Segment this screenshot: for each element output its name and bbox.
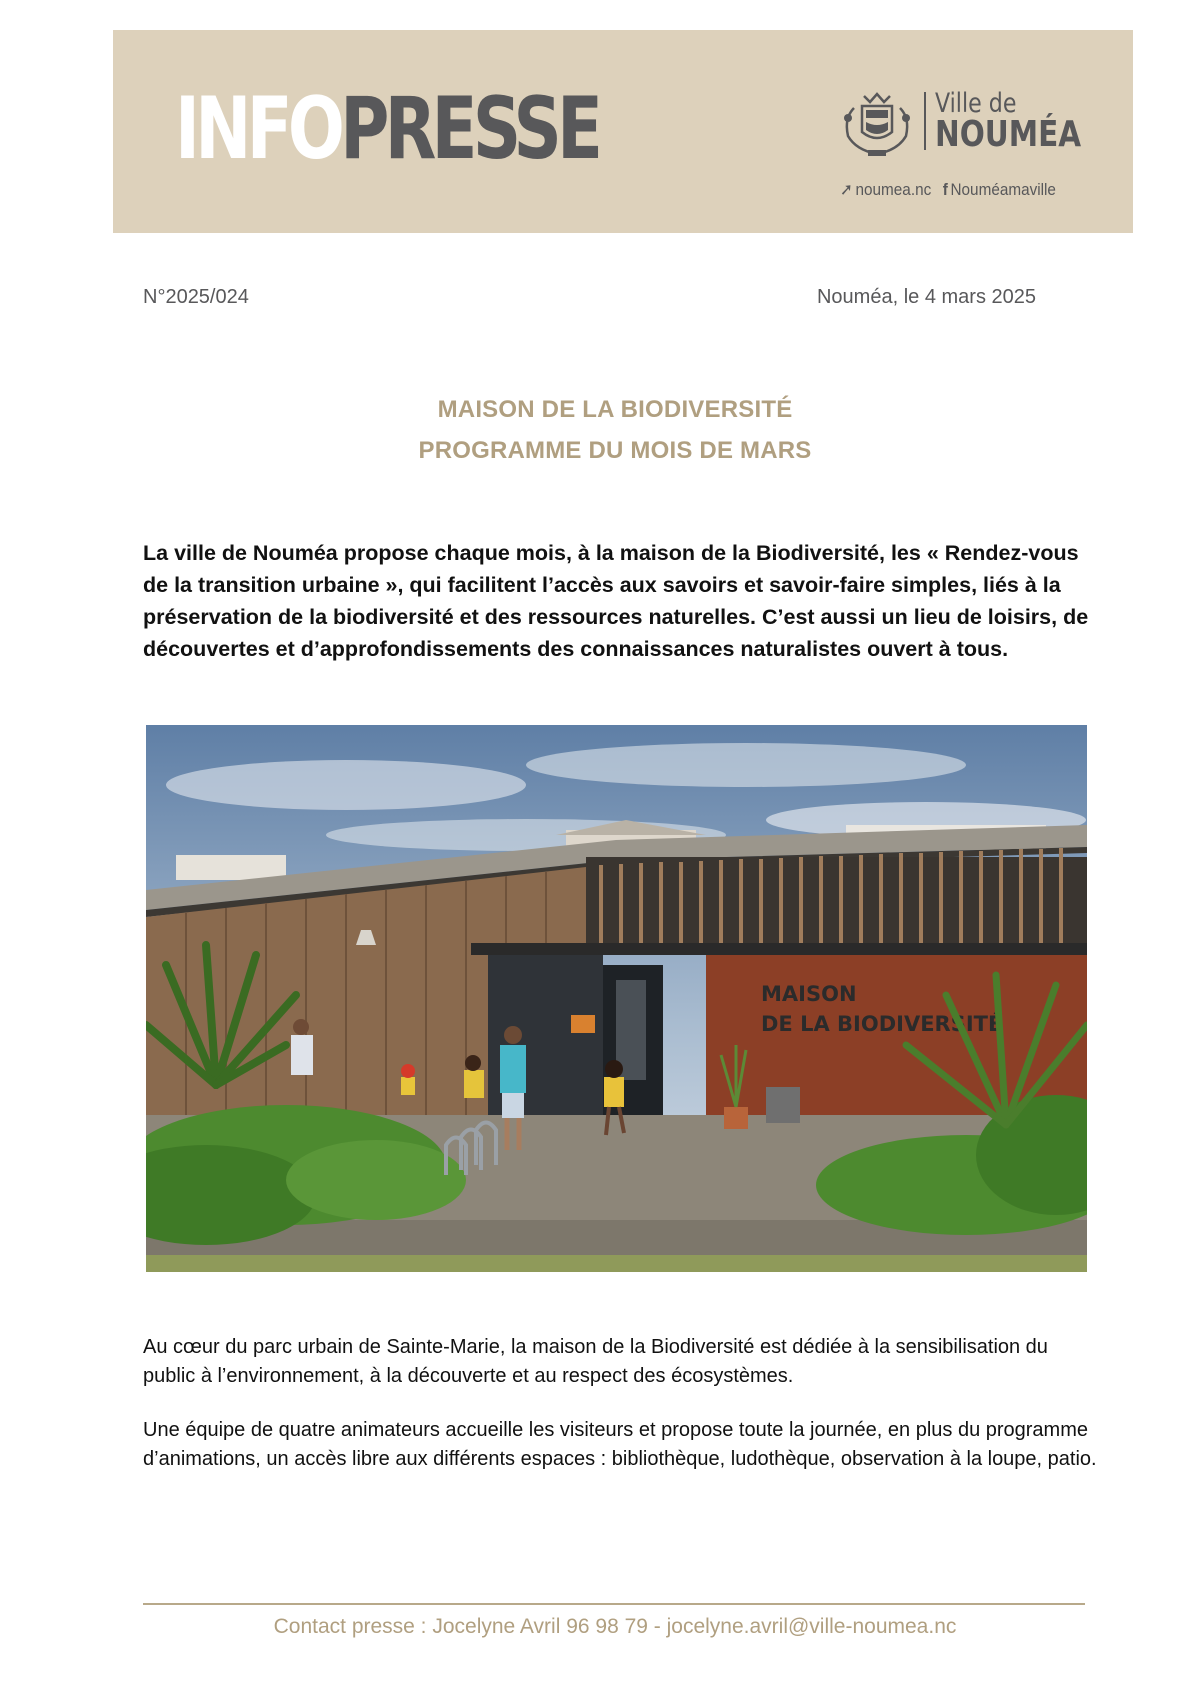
building-photo: [146, 725, 1087, 1272]
facebook-link[interactable]: Nouméamaville: [950, 180, 1056, 199]
body-paragraph-2: Une équipe de quatre animateurs accueille les visiteurs et propose toute la journée, en plus du programme d’animations, un accès libre aux différents espaces : bibliothèque, ludothèque, observation à la loupe, patio.: [143, 1419, 1097, 1470]
press-release-number: N°2025/024: [143, 286, 249, 308]
infopresse-logo: [175, 79, 599, 179]
logo-separator: [924, 92, 926, 150]
footer-divider: [143, 1603, 1085, 1605]
header-banner: [113, 30, 1133, 233]
website-link[interactable]: noumea.nc: [855, 180, 932, 199]
brand-info: INFO: [175, 79, 341, 179]
body-paragraph-1: Au cœur du parc urbain de Sainte-Marie, la maison de la Biodiversité est dédiée à la sensibilisation du public à l’environnement, à la découverte et au respect des écosystèmes.: [143, 1336, 1048, 1387]
sign-line2: DE LA BIODIVERSITÉ: [761, 1012, 1003, 1036]
logo-ville-de: Ville de: [935, 88, 1017, 119]
logo-links: [840, 180, 1056, 200]
press-release-date: Nouméa, le 4 mars 2025: [816, 286, 1036, 308]
logo-noumea: NOUMÉA: [935, 114, 1082, 155]
document-title-line2: PROGRAMME DU MOIS DE MARS: [418, 437, 812, 464]
document-title-line1: MAISON DE LA BIODIVERSITÉ: [437, 396, 793, 423]
sign-line1: MAISON: [761, 982, 857, 1006]
press-contact: Contact presse : Jocelyne Avril 96 98 79 - jocelyne.avril@ville-noumea.nc: [273, 1615, 957, 1638]
brand-presse: PRESSE: [340, 79, 599, 179]
lead-paragraph: La ville de Nouméa propose chaque mois, à la maison de la Biodiversité, les « Rendez-vous de la transition urbaine », qui facilitent l’accès aux savoirs et savoir-faire simples, liés à la préservation de la biodiversité et des ressources naturelles. C’est aussi un lieu de loisirs, de découvertes et d’approfondissements des connaissances naturalistes ouvert à tous.: [143, 541, 1089, 661]
facebook-icon: f: [942, 180, 948, 199]
send-arrow-icon: ➚: [840, 180, 853, 199]
coat-of-arms-icon: [840, 88, 914, 160]
ville-de-noumea-logo: [840, 88, 1080, 208]
